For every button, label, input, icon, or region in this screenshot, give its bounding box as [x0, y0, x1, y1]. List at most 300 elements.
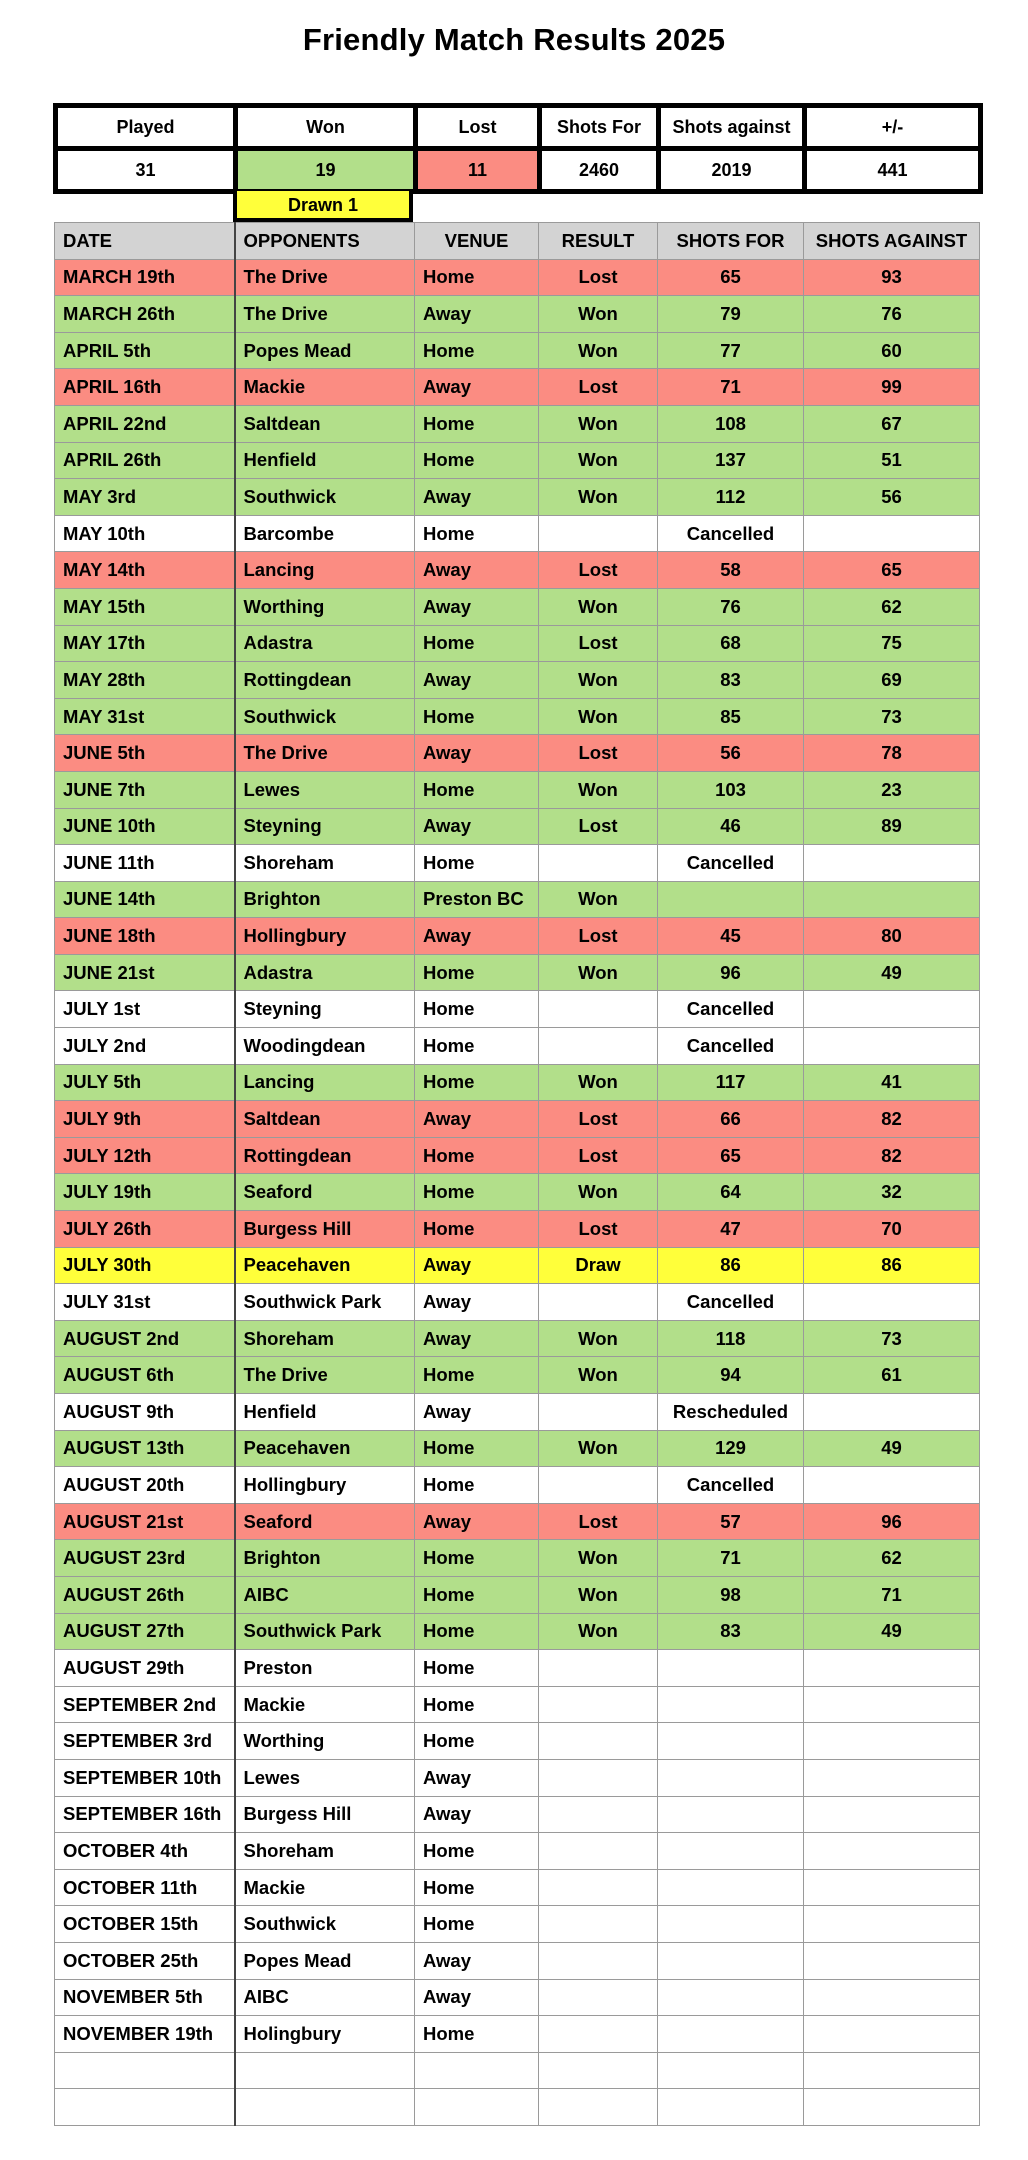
table-row [55, 1503, 980, 1540]
cell-venue: Away [415, 918, 539, 955]
table-row [55, 881, 980, 918]
cell-date: JULY 5th [55, 1064, 235, 1101]
cell-opponent: The Drive [235, 1357, 415, 1394]
cell-opponent: Holingbury [235, 2016, 415, 2053]
cell-opponent: AIBC [235, 1576, 415, 1613]
summary-value-won: 19 [236, 149, 416, 192]
cell-shots-for: Cancelled [658, 845, 804, 882]
cell-venue: Home [415, 1686, 539, 1723]
cell-shots-against: 73 [804, 698, 980, 735]
cell-result [539, 2016, 658, 2053]
cell-shots-for: 45 [658, 918, 804, 955]
cell-shots-for [658, 1759, 804, 1796]
cell-shots-against [804, 1906, 980, 1943]
cell-result [539, 1759, 658, 1796]
cell-result [539, 1394, 658, 1431]
cell-shots-against: 73 [804, 1320, 980, 1357]
cell-opponent: Seaford [235, 1174, 415, 1211]
cell-shots-against: 82 [804, 1101, 980, 1138]
cell-shots-against: 82 [804, 1137, 980, 1174]
cell-shots-for [658, 881, 804, 918]
cell-date: APRIL 16th [55, 369, 235, 406]
cell-shots-for: 83 [658, 1613, 804, 1650]
cell-shots-for: Cancelled [658, 515, 804, 552]
cell-date: JULY 26th [55, 1211, 235, 1248]
cell-shots-against: 41 [804, 1064, 980, 1101]
cell-date: JULY 19th [55, 1174, 235, 1211]
cell-shots-against: 75 [804, 625, 980, 662]
cell-date: AUGUST 21st [55, 1503, 235, 1540]
cell-result: Won [539, 1320, 658, 1357]
cell-venue: Home [415, 1833, 539, 1870]
cell-opponent: Shoreham [235, 845, 415, 882]
cell-shots-for: 66 [658, 1101, 804, 1138]
cell-result: Won [539, 1576, 658, 1613]
cell-shots-for [658, 1869, 804, 1906]
cell-venue: Away [415, 369, 539, 406]
cell-date: MAY 14th [55, 552, 235, 589]
cell-opponent: Mackie [235, 1686, 415, 1723]
cell-result: Lost [539, 625, 658, 662]
cell-opponent: Steyning [235, 808, 415, 845]
cell-result: Won [539, 442, 658, 479]
cell-shots-for: Cancelled [658, 1028, 804, 1065]
table-row [55, 1064, 980, 1101]
cell-date: JULY 9th [55, 1101, 235, 1138]
cell-shots-for: 47 [658, 1211, 804, 1248]
cell-shots-against [804, 2089, 980, 2126]
cell-venue: Away [415, 735, 539, 772]
cell-opponent: Lancing [235, 1064, 415, 1101]
cell-venue: Home [415, 1650, 539, 1687]
cell-venue: Home [415, 1064, 539, 1101]
summary-header-lost: Lost [416, 106, 540, 149]
cell-opponent: Brighton [235, 1540, 415, 1577]
cell-shots-against: 60 [804, 332, 980, 369]
table-row [55, 332, 980, 369]
cell-shots-for: 76 [658, 588, 804, 625]
summary-value-lost: 11 [416, 149, 540, 192]
table-row [55, 698, 980, 735]
cell-result: Won [539, 881, 658, 918]
table-row [55, 2089, 980, 2126]
cell-shots-against: 93 [804, 259, 980, 296]
cell-opponent: Worthing [235, 588, 415, 625]
cell-venue: Home [415, 1467, 539, 1504]
cell-shots-for: 98 [658, 1576, 804, 1613]
drawn-count-badge: Drawn 1 [233, 191, 413, 222]
cell-result: Won [539, 296, 658, 333]
cell-date: JUNE 5th [55, 735, 235, 772]
cell-date: MAY 28th [55, 662, 235, 699]
cell-venue: Home [415, 259, 539, 296]
cell-result [539, 1723, 658, 1760]
cell-venue: Home [415, 625, 539, 662]
cell-venue: Away [415, 1759, 539, 1796]
table-row [55, 1942, 980, 1979]
table-row [55, 1467, 980, 1504]
cell-opponent: Lewes [235, 771, 415, 808]
cell-date: JULY 30th [55, 1247, 235, 1284]
cell-result [539, 1796, 658, 1833]
cell-shots-against [804, 2052, 980, 2089]
cell-result: Won [539, 588, 658, 625]
cell-shots-for: 103 [658, 771, 804, 808]
table-row [55, 1028, 980, 1065]
cell-result [539, 1284, 658, 1321]
table-row [55, 662, 980, 699]
cell-result: Lost [539, 1137, 658, 1174]
summary-header-won: Won [236, 106, 416, 149]
cell-date: NOVEMBER 5th [55, 1979, 235, 2016]
table-row [55, 1430, 980, 1467]
cell-opponent: Peacehaven [235, 1247, 415, 1284]
cell-date: SEPTEMBER 3rd [55, 1723, 235, 1760]
cell-date: AUGUST 20th [55, 1467, 235, 1504]
cell-date: AUGUST 27th [55, 1613, 235, 1650]
cell-result: Lost [539, 1101, 658, 1138]
cell-date: MAY 3rd [55, 479, 235, 516]
cell-result [539, 1833, 658, 1870]
cell-venue: Away [415, 1394, 539, 1431]
table-row [55, 479, 980, 516]
table-row [55, 442, 980, 479]
cell-venue: Home [415, 1723, 539, 1760]
cell-shots-against [804, 1796, 980, 1833]
cell-date: MAY 15th [55, 588, 235, 625]
cell-opponent: The Drive [235, 735, 415, 772]
cell-shots-for: 86 [658, 1247, 804, 1284]
table-row [55, 1174, 980, 1211]
cell-shots-for: 85 [658, 698, 804, 735]
cell-shots-against [804, 1394, 980, 1431]
cell-opponent: Shoreham [235, 1320, 415, 1357]
cell-shots-against [804, 2016, 980, 2053]
cell-opponent: Shoreham [235, 1833, 415, 1870]
col-header-venue: VENUE [415, 223, 539, 260]
cell-opponent: Worthing [235, 1723, 415, 1760]
cell-opponent: AIBC [235, 1979, 415, 2016]
cell-shots-against: 89 [804, 808, 980, 845]
table-row [55, 369, 980, 406]
cell-shots-for: 68 [658, 625, 804, 662]
cell-opponent: Mackie [235, 369, 415, 406]
cell-venue: Away [415, 1101, 539, 1138]
table-row [55, 259, 980, 296]
cell-date: AUGUST 29th [55, 1650, 235, 1687]
cell-shots-for: 56 [658, 735, 804, 772]
cell-opponent: Southwick Park [235, 1284, 415, 1321]
cell-shots-for: 58 [658, 552, 804, 589]
cell-date: JUNE 11th [55, 845, 235, 882]
cell-shots-against [804, 991, 980, 1028]
cell-result [539, 1650, 658, 1687]
cell-venue: Home [415, 1028, 539, 1065]
cell-shots-for: 96 [658, 954, 804, 991]
cell-opponent: Saltdean [235, 405, 415, 442]
cell-result [539, 1942, 658, 1979]
cell-opponent: Barcombe [235, 515, 415, 552]
cell-result: Won [539, 662, 658, 699]
cell-opponent: Adastra [235, 625, 415, 662]
cell-venue: Away [415, 662, 539, 699]
cell-venue: Home [415, 1906, 539, 1943]
cell-result [539, 2052, 658, 2089]
cell-shots-for: 94 [658, 1357, 804, 1394]
cell-opponent: Mackie [235, 1869, 415, 1906]
cell-shots-for [658, 1979, 804, 2016]
summary-header-row [56, 106, 981, 149]
cell-venue: Away [415, 1320, 539, 1357]
cell-shots-for: 118 [658, 1320, 804, 1357]
cell-opponent: Brighton [235, 881, 415, 918]
cell-result [539, 845, 658, 882]
table-row [55, 845, 980, 882]
results-body [55, 259, 980, 2125]
cell-date: AUGUST 13th [55, 1430, 235, 1467]
summary-table [53, 103, 983, 194]
table-row [55, 954, 980, 991]
table-row [55, 405, 980, 442]
cell-opponent: Adastra [235, 954, 415, 991]
cell-opponent: Lewes [235, 1759, 415, 1796]
cell-date: JUNE 18th [55, 918, 235, 955]
cell-venue: Home [415, 1211, 539, 1248]
cell-shots-for: 112 [658, 479, 804, 516]
summary-header-plus-minus: +/- [805, 106, 981, 149]
cell-date: SEPTEMBER 2nd [55, 1686, 235, 1723]
cell-venue: Home [415, 1430, 539, 1467]
table-row [55, 1357, 980, 1394]
cell-shots-against: 62 [804, 1540, 980, 1577]
table-row [55, 735, 980, 772]
cell-date: NOVEMBER 19th [55, 2016, 235, 2053]
summary-value-shots-against: 2019 [659, 149, 805, 192]
cell-shots-for: 65 [658, 259, 804, 296]
cell-venue: Home [415, 1137, 539, 1174]
cell-result: Won [539, 332, 658, 369]
cell-shots-for: 117 [658, 1064, 804, 1101]
cell-result [539, 991, 658, 1028]
cell-shots-against: 69 [804, 662, 980, 699]
table-row [55, 1613, 980, 1650]
cell-shots-against: 61 [804, 1357, 980, 1394]
cell-shots-against: 49 [804, 954, 980, 991]
cell-date: MAY 31st [55, 698, 235, 735]
cell-date: OCTOBER 25th [55, 1942, 235, 1979]
cell-opponent: Popes Mead [235, 1942, 415, 1979]
cell-opponent [235, 2089, 415, 2126]
table-row [55, 1869, 980, 1906]
cell-opponent: Saltdean [235, 1101, 415, 1138]
cell-opponent: Hollingbury [235, 1467, 415, 1504]
cell-shots-for: 65 [658, 1137, 804, 1174]
cell-result [539, 515, 658, 552]
cell-date: OCTOBER 11th [55, 1869, 235, 1906]
cell-opponent: Woodingdean [235, 1028, 415, 1065]
cell-venue: Home [415, 1576, 539, 1613]
cell-shots-against: 67 [804, 405, 980, 442]
cell-shots-for: 79 [658, 296, 804, 333]
cell-shots-for: Cancelled [658, 991, 804, 1028]
cell-opponent: The Drive [235, 259, 415, 296]
cell-shots-for [658, 1942, 804, 1979]
cell-date: MARCH 26th [55, 296, 235, 333]
cell-opponent: Rottingdean [235, 1137, 415, 1174]
cell-venue: Home [415, 1357, 539, 1394]
cell-shots-against [804, 515, 980, 552]
cell-result [539, 1869, 658, 1906]
table-row [55, 1394, 980, 1431]
cell-shots-for [658, 1723, 804, 1760]
cell-shots-against [804, 845, 980, 882]
cell-shots-against: 70 [804, 1211, 980, 1248]
cell-shots-for: 57 [658, 1503, 804, 1540]
cell-shots-against: 65 [804, 552, 980, 589]
cell-venue: Away [415, 1796, 539, 1833]
cell-opponent: Southwick Park [235, 1613, 415, 1650]
page-title: Friendly Match Results 2025 [302, 22, 726, 57]
cell-venue: Home [415, 698, 539, 735]
cell-result: Lost [539, 918, 658, 955]
cell-shots-for [658, 1686, 804, 1723]
cell-opponent: Hollingbury [235, 918, 415, 955]
cell-opponent: Popes Mead [235, 332, 415, 369]
table-row [55, 2016, 980, 2053]
cell-shots-against [804, 1686, 980, 1723]
cell-result: Lost [539, 369, 658, 406]
cell-venue: Away [415, 588, 539, 625]
cell-shots-for [658, 2016, 804, 2053]
cell-result: Lost [539, 808, 658, 845]
table-row [55, 1833, 980, 1870]
cell-shots-for: 71 [658, 369, 804, 406]
cell-opponent: Burgess Hill [235, 1211, 415, 1248]
cell-shots-for: Rescheduled [658, 1394, 804, 1431]
cell-result: Lost [539, 552, 658, 589]
cell-venue: Away [415, 552, 539, 589]
cell-venue: Away [415, 1503, 539, 1540]
cell-date: JUNE 7th [55, 771, 235, 808]
cell-venue [415, 2089, 539, 2126]
cell-date: JULY 1st [55, 991, 235, 1028]
table-row [55, 1540, 980, 1577]
cell-venue: Away [415, 1247, 539, 1284]
cell-shots-against: 49 [804, 1613, 980, 1650]
cell-shots-against [804, 1650, 980, 1687]
summary-header-played: Played [56, 106, 236, 149]
col-header-shots-against: SHOTS AGAINST [804, 223, 980, 260]
cell-venue: Home [415, 1613, 539, 1650]
cell-date: AUGUST 26th [55, 1576, 235, 1613]
cell-shots-against: 86 [804, 1247, 980, 1284]
cell-venue: Home [415, 332, 539, 369]
cell-venue: Away [415, 1284, 539, 1321]
cell-result [539, 1979, 658, 2016]
summary-value-row [56, 149, 981, 192]
cell-result [539, 1467, 658, 1504]
table-row [55, 1723, 980, 1760]
cell-date: APRIL 26th [55, 442, 235, 479]
cell-venue: Away [415, 1979, 539, 2016]
cell-shots-against [804, 1942, 980, 1979]
cell-shots-against: 80 [804, 918, 980, 955]
cell-opponent: Rottingdean [235, 662, 415, 699]
cell-shots-against [804, 1723, 980, 1760]
cell-result: Won [539, 698, 658, 735]
cell-shots-for: 64 [658, 1174, 804, 1211]
cell-venue: Home [415, 991, 539, 1028]
cell-result: Lost [539, 735, 658, 772]
table-row [55, 1979, 980, 2016]
cell-venue: Away [415, 296, 539, 333]
table-row [55, 296, 980, 333]
summary-header-shots-against: Shots against [659, 106, 805, 149]
cell-result [539, 1686, 658, 1723]
table-row [55, 1247, 980, 1284]
cell-shots-for: 108 [658, 405, 804, 442]
cell-date: JUNE 14th [55, 881, 235, 918]
cell-shots-against: 62 [804, 588, 980, 625]
cell-opponent [235, 2052, 415, 2089]
cell-shots-against: 32 [804, 1174, 980, 1211]
cell-shots-against: 71 [804, 1576, 980, 1613]
cell-shots-against: 76 [804, 296, 980, 333]
cell-shots-against [804, 1759, 980, 1796]
cell-result: Won [539, 1430, 658, 1467]
cell-shots-against [804, 1979, 980, 2016]
table-row [55, 1101, 980, 1138]
table-row [55, 1759, 980, 1796]
cell-opponent: Southwick [235, 698, 415, 735]
table-row [55, 1650, 980, 1687]
table-row [55, 991, 980, 1028]
cell-date: AUGUST 9th [55, 1394, 235, 1431]
summary-value-plus-minus: 441 [805, 149, 981, 192]
table-row [55, 515, 980, 552]
cell-shots-against [804, 1833, 980, 1870]
cell-opponent: Burgess Hill [235, 1796, 415, 1833]
cell-shots-against [804, 1869, 980, 1906]
cell-venue: Home [415, 845, 539, 882]
cell-opponent: Peacehaven [235, 1430, 415, 1467]
cell-shots-for: 83 [658, 662, 804, 699]
cell-result: Won [539, 1174, 658, 1211]
cell-date: JUNE 21st [55, 954, 235, 991]
summary-header-shots-for: Shots For [540, 106, 659, 149]
cell-result: Lost [539, 259, 658, 296]
table-row [55, 1284, 980, 1321]
cell-date: MAY 17th [55, 625, 235, 662]
cell-result: Won [539, 479, 658, 516]
cell-result: Won [539, 405, 658, 442]
cell-venue: Home [415, 771, 539, 808]
col-header-shots-for: SHOTS FOR [658, 223, 804, 260]
table-row [55, 1320, 980, 1357]
cell-venue: Preston BC [415, 881, 539, 918]
cell-shots-for: 77 [658, 332, 804, 369]
col-header-result: RESULT [539, 223, 658, 260]
cell-date: OCTOBER 15th [55, 1906, 235, 1943]
cell-opponent: Southwick [235, 479, 415, 516]
cell-venue: Home [415, 405, 539, 442]
cell-date: JULY 31st [55, 1284, 235, 1321]
table-row [55, 625, 980, 662]
cell-result [539, 2089, 658, 2126]
cell-date: APRIL 22nd [55, 405, 235, 442]
cell-date: AUGUST 23rd [55, 1540, 235, 1577]
cell-shots-for [658, 1833, 804, 1870]
